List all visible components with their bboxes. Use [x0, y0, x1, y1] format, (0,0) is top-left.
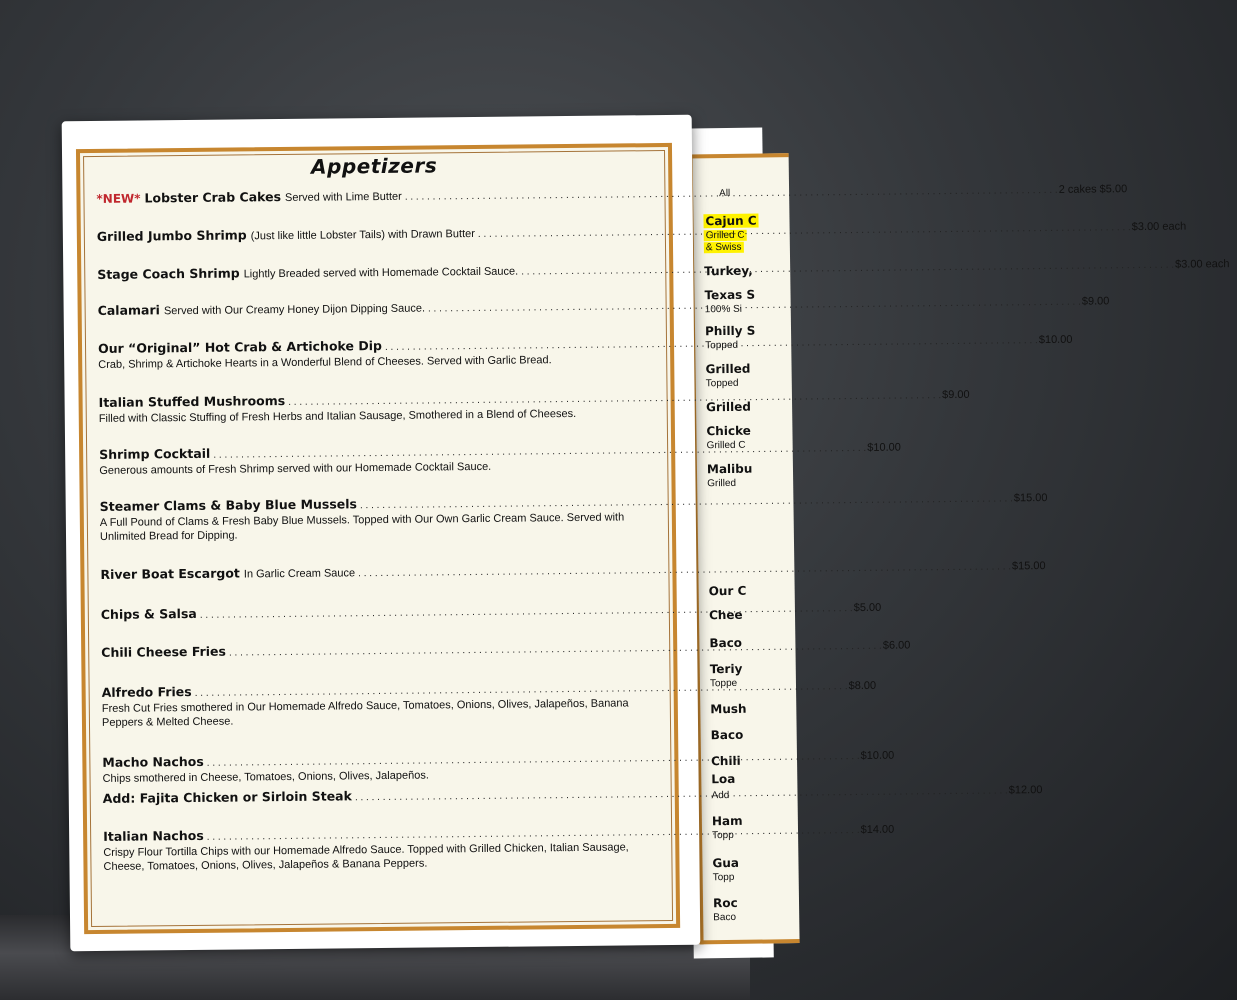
right-fragment: Grilled — [707, 477, 737, 490]
right-fragment: Chicke — [706, 423, 751, 439]
right-fragment: Turkey, — [704, 263, 753, 279]
item-price: $3.00 each — [1174, 258, 1230, 271]
item-description: Crispy Flour Tortilla Chips with our Homemade Alfredo Sauce. Topped with Grilled Chicken, Italian Sausage, Cheese, Tomatoes, Onions, Olives, Jalapeños & Banana Peppers. — [103, 841, 629, 873]
item-name: Italian Stuffed Mushrooms — [98, 392, 286, 410]
right-fragment: Grilled C — [706, 439, 746, 452]
right-fragment: Topp — [712, 829, 734, 842]
item-price: $14.00 — [860, 823, 895, 836]
right-fragment: Ham — [711, 813, 743, 829]
item-note: Lightly Breaded served with Homemade Cocktail Sauce. — [243, 265, 519, 281]
menu-title: Appetizers — [310, 153, 438, 179]
right-fragment: Roc — [712, 895, 738, 911]
item-description: Generous amounts of Fresh Shrimp served with our Homemade Cocktail Sauce. — [99, 460, 492, 477]
item-description: Fresh Cut Fries smothered in Our Homemade Alfredo Sauce, Tomatoes, Onions, Olives, Jalapeños, Banana Peppers & Melted Cheese. — [101, 697, 629, 729]
item-price: $6.00 — [882, 639, 911, 652]
right-fragment: 100% Si — [704, 303, 743, 316]
right-fragment: Baco — [709, 635, 743, 651]
item-price: $10.00 — [1038, 333, 1073, 347]
item-name: Stage Coach Shrimp — [97, 265, 240, 282]
right-fragment: Grilled C — [705, 229, 745, 242]
item-price: $9.00 — [1081, 295, 1110, 308]
dot-leader — [355, 785, 1008, 803]
item-price: $9.00 — [942, 388, 970, 402]
right-fragment: Grilled — [705, 361, 751, 377]
item-name: Add: Fajita Chicken or Sirloin Steak — [102, 788, 352, 806]
item-description: Filled with Classic Stuffing of Fresh Herbs and Italian Sausage, Smothered in a Blend of Cheeses. — [98, 407, 577, 425]
item-name: Shrimp Cocktail — [99, 445, 211, 462]
item-price: $10.00 — [867, 441, 901, 454]
item-price: $12.00 — [1008, 784, 1043, 797]
item-price: $5.00 — [853, 601, 882, 615]
right-fragment: Toppe — [709, 677, 738, 690]
item-name: Alfredo Fries — [101, 683, 192, 700]
right-fragment: Baco — [710, 727, 744, 743]
item-name: Italian Nachos — [103, 827, 204, 844]
item-description: Crab, Shrimp & Artichoke Hearts in a Wonderful Blend of Cheeses. Served with Garlic Bread. — [98, 354, 552, 371]
right-fragment: Chee — [708, 607, 743, 623]
right-fragment: Loa — [711, 771, 736, 787]
item-name: Our “Original” Hot Crab & Artichoke Dip — [97, 337, 382, 356]
right-fragment: Our C — [708, 583, 747, 599]
item-price: $15.00 — [1013, 492, 1048, 505]
dot-leader — [360, 493, 1013, 511]
item-name: River Boat Escargot — [100, 565, 240, 582]
item-price: 2 cakes $5.00 — [1058, 183, 1128, 196]
right-fragment: Baco — [713, 911, 737, 924]
right-fragment: Topped — [705, 339, 739, 352]
right-fragment: Gua — [712, 855, 740, 871]
right-fragment: Topped — [705, 377, 739, 390]
item-note: Served with Lime Butter — [284, 190, 402, 204]
item-note: Served with Our Creamy Honey Dijon Dipping Sauce. — [163, 302, 426, 318]
dot-leader — [288, 390, 941, 408]
right-fragment: Mush — [710, 701, 747, 717]
item-name: Macho Nachos — [102, 753, 204, 770]
item-name: Chili Cheese Fries — [101, 643, 226, 660]
menu-item — [102, 784, 1043, 806]
menu-item — [99, 492, 1048, 544]
item-description: Chips smothered in Cheese, Tomatoes, Onions, Olives, Jalapeños. — [102, 769, 429, 785]
item-name: Grilled Jumbo Shrimp — [96, 227, 247, 244]
item-price: $15.00 — [1011, 560, 1046, 573]
right-fragment: All — [719, 187, 731, 200]
item-name: Calamari — [97, 302, 160, 318]
item-name: Chips & Salsa — [100, 605, 197, 622]
right-fragment: Teriy — [709, 661, 743, 677]
right-fragment: Texas S — [704, 287, 756, 303]
dot-leader — [358, 561, 1011, 579]
right-fragment: & Swiss — [705, 241, 742, 254]
item-description: A Full Pound of Clams & Fresh Baby Blue Mussels. Topped with Our Own Garlic Cream Sauce. Served with Unlimited Bread for Dipping. — [99, 511, 625, 543]
right-fragment: Topp — [712, 871, 735, 884]
right-fragment: Add — [711, 790, 730, 802]
right-fragment: Malibu — [706, 461, 753, 477]
menu-item — [100, 560, 1046, 582]
right-fragment: Cajun C — [705, 213, 757, 229]
right-fragment: Philly S — [704, 323, 756, 339]
item-price: $8.00 — [848, 679, 877, 693]
item-note: (Just like little Lobster Tails) with Drawn Butter — [250, 228, 475, 243]
item-name: Steamer Clams & Baby Blue Mussels — [99, 496, 358, 514]
right-fragment: Chili — [710, 753, 741, 769]
new-tag: *NEW* — [96, 191, 141, 206]
item-name: Lobster Crab Cakes — [144, 189, 282, 206]
item-price: $10.00 — [860, 749, 895, 762]
dot-leader — [521, 260, 1174, 278]
item-note: In Garlic Cream Sauce — [243, 567, 356, 581]
right-fragment: Grilled — [706, 399, 752, 415]
dot-leader — [478, 222, 1131, 240]
item-price: $3.00 each — [1131, 220, 1187, 234]
